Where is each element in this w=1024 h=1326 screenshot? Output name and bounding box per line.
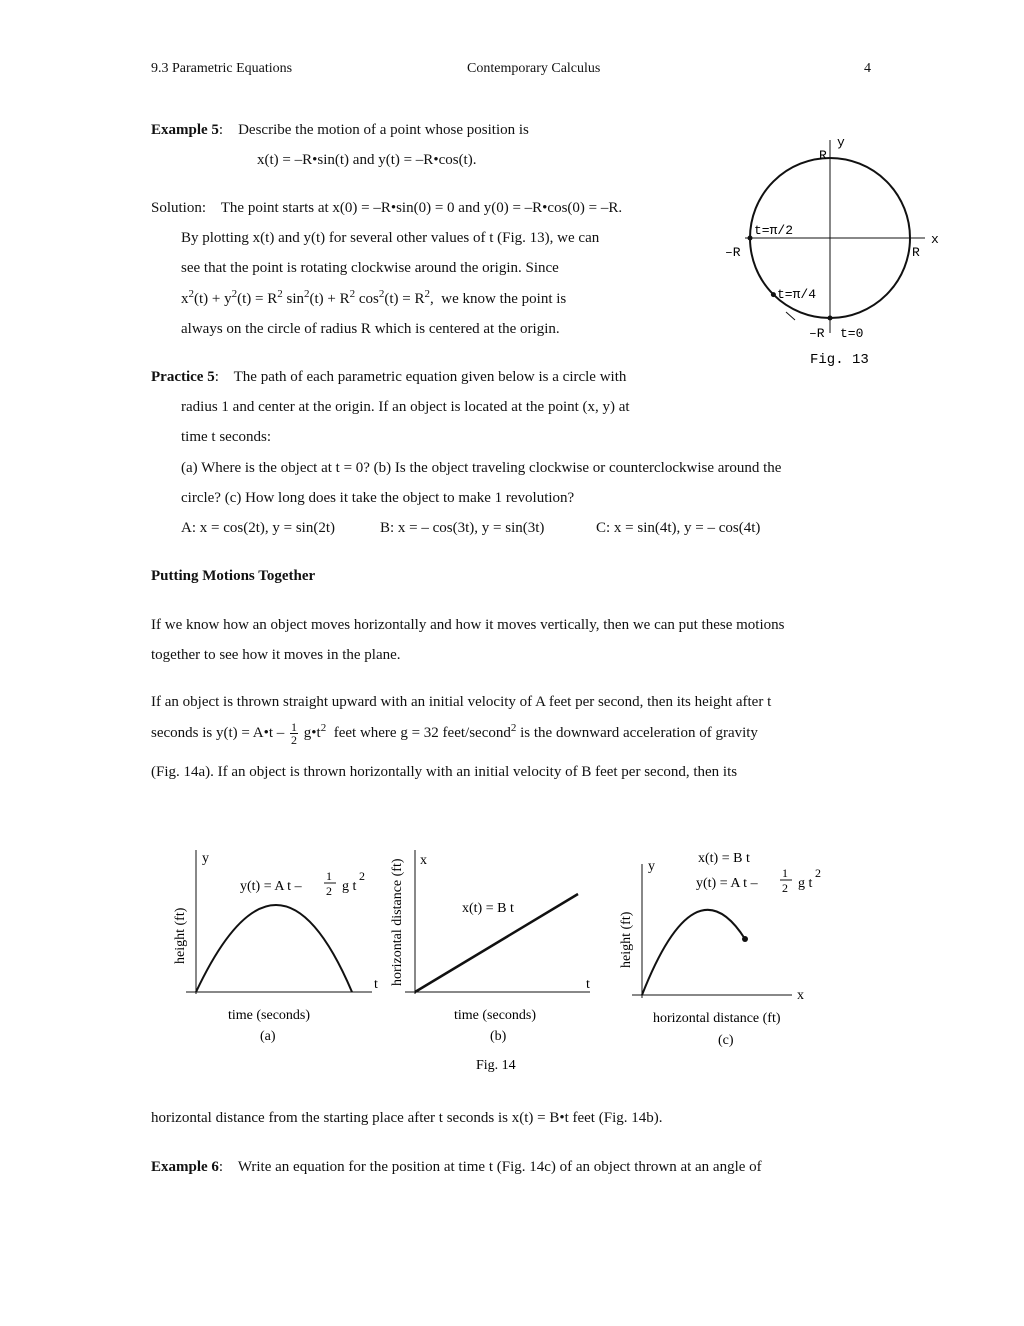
practice5-label: Practice 5 [151, 369, 215, 385]
running-header-book: Contemporary Calculus [467, 61, 601, 76]
fig14a-y-label: y [202, 851, 209, 866]
fig14b-t-label: t [586, 977, 590, 992]
fig14-caption: Fig. 14 [476, 1058, 516, 1073]
gravity-eq-start: seconds is y(t) = A•t – [151, 725, 285, 741]
solution-text1: The point starts at x(0) = –R•sin(0) = 0 and y(0) = –R•cos(0) = –R. [220, 200, 623, 216]
putting-p2-line3: (Fig. 14a). If an object is thrown horizontally with an initial velocity of B feet per second, then its [151, 764, 738, 780]
example5-line: Example 5: Describe the motion of a point whose position is [151, 122, 529, 138]
gravity-eq-mid: g•t [303, 725, 321, 741]
fig14a-panel [173, 850, 378, 1044]
solution-line2: By plotting x(t) and y(t) for several other values of t (Fig. 13), we can [181, 230, 600, 246]
fig14a-curve [196, 905, 352, 992]
practice5-text1: The path of each parametric equation given below is a circle with [233, 369, 627, 385]
fig14c-end-point [742, 936, 748, 942]
page-number: 4 [864, 61, 871, 76]
section-heading: Putting Motions Together [151, 568, 316, 584]
practice5-line4: (a) Where is the object at t = 0? (b) Is the object traveling clockwise or counterclockwise around the [181, 460, 782, 476]
fig14c-eq2-start: y(t) = A t – [696, 876, 758, 891]
gravity-eq-tail: is the downward acceleration of gravity [520, 725, 758, 741]
practice5-line2: radius 1 and center at the origin. If an object is located at the point (x, y) at [181, 399, 630, 415]
example6-text: Write an equation for the position at time t (Fig. 14c) of an object thrown at an angle of [237, 1159, 762, 1175]
fig14c-x-label: x [797, 988, 804, 1003]
example6-label: Example 6 [151, 1159, 219, 1175]
solution-line3: see that the point is rotating clockwise around the origin. Since [181, 260, 559, 276]
fig14b-sub: (b) [490, 1029, 507, 1044]
fig14b-eq: x(t) = B t [462, 901, 514, 916]
fig13-r-top: R [819, 148, 827, 163]
fig13-caption: Fig. 13 [810, 352, 869, 368]
fig14c-xlabel: horizontal distance (ft) [653, 1011, 781, 1026]
fig14c-sub: (c) [718, 1033, 734, 1048]
fig14c-half-den: 2 [782, 881, 788, 895]
fig13-y-label: y [837, 135, 845, 150]
fig13-point-tpi4 [771, 292, 776, 297]
fig14a-half-den: 2 [326, 884, 332, 898]
example5-text: Describe the motion of a point whose position is [238, 122, 529, 138]
practice5-option-b: B: x = – cos(3t), y = sin(3t) [380, 520, 545, 536]
example5-equation: x(t) = –R•sin(t) and y(t) = –R•cos(t). [257, 152, 477, 168]
fig14a-eq-start: y(t) = A t – [240, 879, 302, 894]
fig13-circle-diagram [720, 128, 950, 378]
fig14c-eq1: x(t) = B t [698, 851, 750, 866]
fig14a-t-label: t [374, 977, 378, 992]
fig13-label-t0: t=0 [840, 326, 864, 341]
gravity-eq-end: feet where g = 32 feet/second [333, 725, 511, 741]
fig14a-eq-end: g t [342, 879, 357, 894]
fig14a-half-num: 1 [326, 869, 332, 883]
after-fig-paragraph: horizontal distance from the starting place after t seconds is x(t) = B•t feet (Fig. 14b). [151, 1110, 663, 1126]
practice5-line1: Practice 5: The path of each parametric equation given below is a circle with [151, 369, 627, 385]
fig13-r-bottom: –R [809, 326, 825, 341]
fig14a-eq-sq: 2 [359, 869, 365, 883]
fraction-half: $\frac{1}{2}$ [291, 720, 298, 748]
fig13-point-tpi2 [748, 236, 753, 241]
solution-line4-end: we know the point is [441, 291, 567, 307]
putting-p1-line2: together to see how it moves in the plane. [151, 647, 401, 663]
fig14c-panel [619, 851, 821, 1048]
fig13-point-t0 [828, 316, 833, 321]
running-header-section: 9.3 Parametric Equations [151, 61, 293, 76]
fig14-diagram [150, 828, 870, 1078]
fig14c-half-num: 1 [782, 866, 788, 880]
fig14b-xlabel: time (seconds) [454, 1008, 537, 1023]
fig13-x-label: x [931, 232, 939, 247]
fig13-label-tpi4: t=π/4 [777, 287, 817, 302]
fig14c-trajectory [642, 910, 745, 995]
practice5-line5: circle? (c) How long does it take the object to make 1 revolution? [181, 490, 575, 506]
putting-p2-line2: seconds is y(t) = A•t – $\frac{1}{2}$ $g•t^2$ feet where g = 32 feet/second$^2$ is the downward acceleration of gravity [151, 720, 758, 748]
fig14c-eq2-end: g t [798, 876, 813, 891]
fig13-direction-arrow [786, 312, 795, 320]
practice5-line3: time t seconds: [181, 429, 271, 445]
fig14c-y-label: y [648, 859, 655, 874]
solution-line5: always on the circle of radius R which is centered at the origin. [181, 321, 560, 337]
fig14a-xlabel: time (seconds) [228, 1008, 311, 1023]
fig13-r-right: R [912, 245, 920, 260]
solution-line1 [151, 200, 622, 217]
fig14c-eq-sq: 2 [815, 866, 821, 880]
fig14b-x-label: x [420, 853, 427, 868]
example6-line: Example 6: Write an equation for the position at time t (Fig. 14c) of an object thrown at an angle of [151, 1159, 762, 1175]
practice5-option-c: C: x = sin(4t), y = – cos(4t) [596, 520, 761, 536]
solution-label: Solution: [151, 200, 207, 216]
fig14c-ylabel: height (ft) [619, 911, 634, 968]
fig14b-ylabel: horizontal distance (ft) [390, 858, 405, 986]
putting-p2-line1: If an object is thrown straight upward with an initial velocity of A feet per second, then its height after t [151, 694, 772, 710]
fig14a-ylabel: height (ft) [173, 907, 188, 964]
example5-label: Example 5 [151, 122, 219, 138]
solution-line4: $x^2(t) + y^2(t) = R^2$ $\sin^2(t) + R^2$ $\cos^2(t) = R^2$, we know the point is [181, 288, 567, 307]
fig14a-sub: (a) [260, 1029, 276, 1044]
fig14b-panel [390, 850, 590, 1044]
fig13-r-left: –R [725, 245, 741, 260]
fig13-label-tpi2: t=π/2 [754, 223, 794, 238]
putting-p1-line1: If we know how an object moves horizontally and how it moves vertically, then we can put these motions [151, 617, 785, 633]
practice5-option-a: A: x = cos(2t), y = sin(2t) [181, 520, 335, 536]
